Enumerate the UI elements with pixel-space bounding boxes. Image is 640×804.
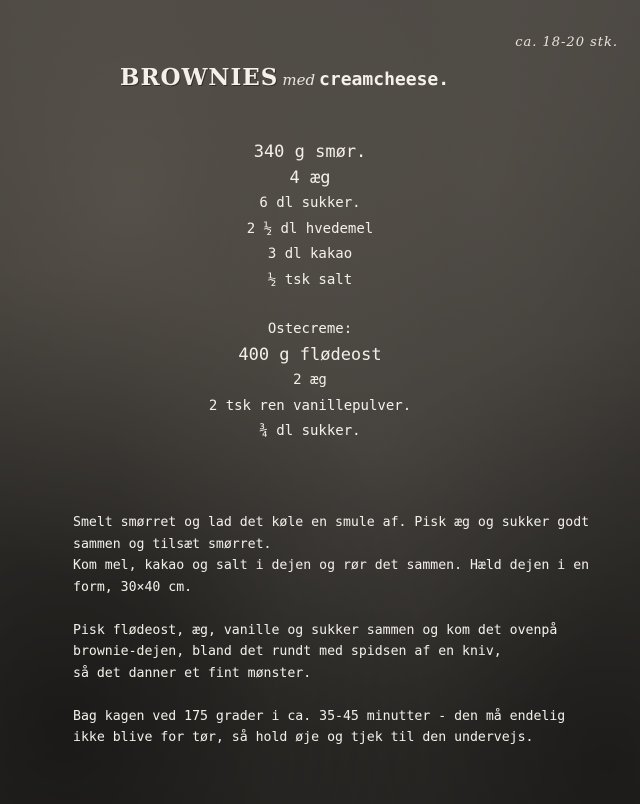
method-line: Bag kagen ved 175 grader i ca. 35-45 minutter - den må endelig [73,708,566,724]
title-med: med [282,71,316,89]
recipe-title [120,64,449,91]
ingredient-line: 6 dl sukker. [259,195,361,211]
servings-note: ca. 18-20 stk. [515,35,618,50]
cream-ingredient-line: ¾ dl sukker. [259,423,361,439]
ingredient-line: 2 ½ dl hvedemel [246,220,374,237]
method-paragraph [73,512,593,598]
method-line: ikke blive for tør, så hold øje og tjek til den undervejs. [73,730,534,745]
method-text [73,512,593,770]
cream-ingredient-line: 400 g flødeost [238,344,382,365]
method-line: Kom mel, kakao og salt i dejen og rør det sammen. Hæld dejen i en [73,558,590,573]
cream-heading: Ostecreme: [267,321,353,337]
method-line: brownie-dejen, bland det rundt med spidsen af en kniv, [73,644,502,659]
method-paragraph [73,620,593,685]
ingredient-line: ½ tsk salt [267,271,353,288]
title-sub: creamcheese. [319,69,450,90]
method-line: så det danner et fint mønster. [73,665,312,681]
method-line: Smelt smørret og lad det køle en smule af. Pisk æg og sukker godt [73,515,590,530]
cream-ingredient-line: 2 tsk ren vanillepulver. [208,397,412,414]
ingredient-line: 4 æg [289,167,331,188]
cream-ingredient-line: 2 æg [293,372,327,388]
method-line: Pisk flødeost, æg, vanille og sukker sammen og kom det ovenpå [73,622,558,638]
ingredients-list [0,140,620,445]
method-paragraph [73,706,593,749]
title-main: BROWNIES [120,64,279,91]
method-line: form, 30×40 cm. [73,579,193,595]
section-spacer [0,293,620,317]
method-line: sammen og tilsæt smørret. [73,536,272,552]
ingredient-line: 3 dl kakao [267,246,353,262]
ingredient-line: 340 g smør. [253,142,367,162]
